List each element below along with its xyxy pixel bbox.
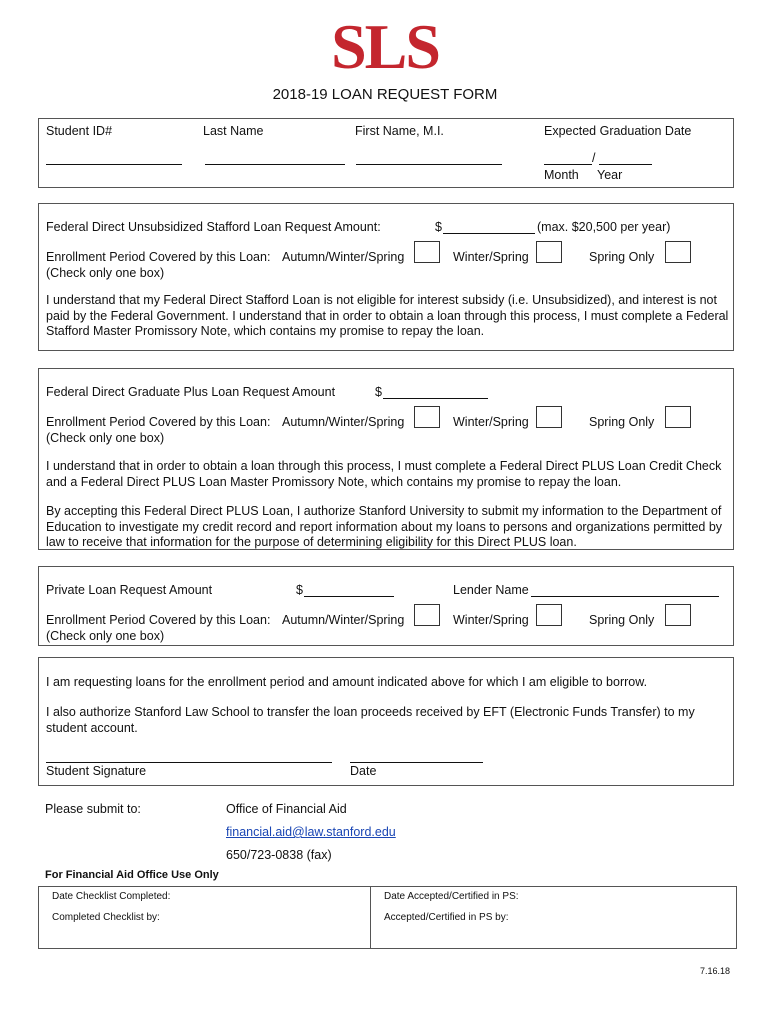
grad-plus-option-winter-spring: Winter/Spring xyxy=(453,415,529,429)
lender-name-label: Lender Name xyxy=(453,583,529,597)
office-use-divider xyxy=(370,887,371,948)
month-label: Month xyxy=(544,168,579,182)
signature-date-label: Date xyxy=(350,764,377,778)
first-name-label: First Name, M.I. xyxy=(355,124,444,138)
stafford-amount-field[interactable] xyxy=(443,233,535,234)
grad-plus-amount-label: Federal Direct Graduate Plus Loan Request Amount xyxy=(46,385,336,399)
office-use-heading: For Financial Aid Office Use Only xyxy=(45,869,219,881)
grad-plus-autumn-winter-spring-checkbox[interactable] xyxy=(414,406,440,428)
eft-authorization-statement: I also authorize Stanford Law School to transfer the loan proceeds received by EFT (Electronic Funds Transfer) to my student account. xyxy=(46,705,695,735)
private-option-autumn-winter-spring: Autumn/Winter/Spring xyxy=(282,613,405,627)
grad-plus-option-spring-only: Spring Only xyxy=(589,415,655,429)
signature-date-field[interactable] xyxy=(350,762,483,763)
private-loan-section xyxy=(38,566,734,646)
private-spring-only-checkbox[interactable] xyxy=(665,604,691,626)
date-accepted-label: Date Accepted/Certified in PS: xyxy=(384,891,519,902)
private-amount-label: Private Loan Request Amount xyxy=(46,583,213,597)
stafford-enrollment-label: Enrollment Period Covered by this Loan: xyxy=(46,250,271,264)
grad-plus-option-autumn-winter-spring: Autumn/Winter/Spring xyxy=(282,415,405,429)
submit-to-label: Please submit to: xyxy=(45,802,141,816)
email-link[interactable]: financial.aid@law.stanford.edu xyxy=(226,825,396,839)
accepted-by-label: Accepted/Certified in PS by: xyxy=(384,912,509,923)
grad-plus-spring-only-checkbox[interactable] xyxy=(665,406,691,428)
fax-number: 650/723-0838 (fax) xyxy=(226,848,332,862)
grad-date-label: Expected Graduation Date xyxy=(544,124,692,138)
date-checklist-label: Date Checklist Completed: xyxy=(52,891,171,902)
office-use-box xyxy=(38,886,737,949)
loan-request-statement: I am requesting loans for the enrollment period and amount indicated above for which I am eligible to borrow. xyxy=(46,675,648,689)
private-check-one-note: (Check only one box) xyxy=(46,629,165,643)
private-enrollment-label: Enrollment Period Covered by this Loan: xyxy=(46,613,271,627)
grad-plus-authorization-disclaimer: By accepting this Federal Direct PLUS Loan, I authorize Stanford University to submit my information to the Department of Education to investigate my credit record and report information about my loans to persons and organizations permitted by law to receive that information for the purpose of determining eligibility for this Direct PLUS loan. xyxy=(46,504,723,549)
first-name-field[interactable] xyxy=(356,164,502,165)
student-signature-field[interactable] xyxy=(46,762,332,763)
form-version: 7.16.18 xyxy=(700,966,731,976)
stafford-option-spring-only: Spring Only xyxy=(589,250,655,264)
stafford-loan-section xyxy=(38,203,734,351)
stafford-check-one-note: (Check only one box) xyxy=(46,266,165,280)
grad-plus-loan-section xyxy=(38,368,734,550)
stafford-amount-label: Federal Direct Unsubsidized Stafford Loan Request Amount: xyxy=(46,220,381,234)
date-separator: / xyxy=(592,151,596,165)
student-id-field[interactable] xyxy=(46,164,182,165)
student-id-label: Student ID# xyxy=(46,124,113,138)
student-info-section xyxy=(38,118,734,188)
grad-plus-check-one-note: (Check only one box) xyxy=(46,431,165,445)
grad-plus-winter-spring-checkbox[interactable] xyxy=(536,406,562,428)
grad-year-field[interactable] xyxy=(599,164,652,165)
stafford-option-autumn-winter-spring: Autumn/Winter/Spring xyxy=(282,250,405,264)
stafford-dollar-sign: $ xyxy=(435,220,442,234)
private-autumn-winter-spring-checkbox[interactable] xyxy=(414,604,440,626)
student-signature-label: Student Signature xyxy=(46,764,147,778)
private-option-spring-only: Spring Only xyxy=(589,613,655,627)
private-amount-field[interactable] xyxy=(304,596,394,597)
stafford-option-winter-spring: Winter/Spring xyxy=(453,250,529,264)
completed-checklist-by-label: Completed Checklist by: xyxy=(52,912,160,923)
year-label: Year xyxy=(597,168,623,182)
stafford-winter-spring-checkbox[interactable] xyxy=(536,241,562,263)
stafford-autumn-winter-spring-checkbox[interactable] xyxy=(414,241,440,263)
grad-plus-enrollment-label: Enrollment Period Covered by this Loan: xyxy=(46,415,271,429)
last-name-label: Last Name xyxy=(203,124,264,138)
grad-plus-credit-check-disclaimer: I understand that in order to obtain a loan through this process, I must complete a Federal Direct PLUS Loan Credit Check and a Federal Direct PLUS Loan Master Promissory Note, which contains my promise to repay the loan. xyxy=(46,459,722,489)
private-winter-spring-checkbox[interactable] xyxy=(536,604,562,626)
lender-name-field[interactable] xyxy=(531,596,719,597)
grad-month-field[interactable] xyxy=(544,164,592,165)
authorization-section xyxy=(38,657,734,786)
last-name-field[interactable] xyxy=(205,164,345,165)
stafford-disclaimer: I understand that my Federal Direct Stafford Loan is not eligible for interest subsidy (i.e. Unsubsidized), and interest is not paid by the Federal Government. I understand that in order to obtain a loan through this process, I must complete a Federal Stafford Master Promissory Note, which contains my promise to repay the loan. xyxy=(46,293,729,338)
form-title: 2018-19 LOAN REQUEST FORM xyxy=(272,86,498,103)
office-name: Office of Financial Aid xyxy=(226,802,347,816)
grad-plus-amount-field[interactable] xyxy=(383,398,488,399)
grad-plus-dollar-sign: $ xyxy=(375,385,382,399)
private-option-winter-spring: Winter/Spring xyxy=(453,613,529,627)
sls-logo: SLS xyxy=(331,11,439,82)
stafford-spring-only-checkbox[interactable] xyxy=(665,241,691,263)
stafford-max-note: (max. $20,500 per year) xyxy=(537,220,671,234)
private-dollar-sign: $ xyxy=(296,583,303,597)
